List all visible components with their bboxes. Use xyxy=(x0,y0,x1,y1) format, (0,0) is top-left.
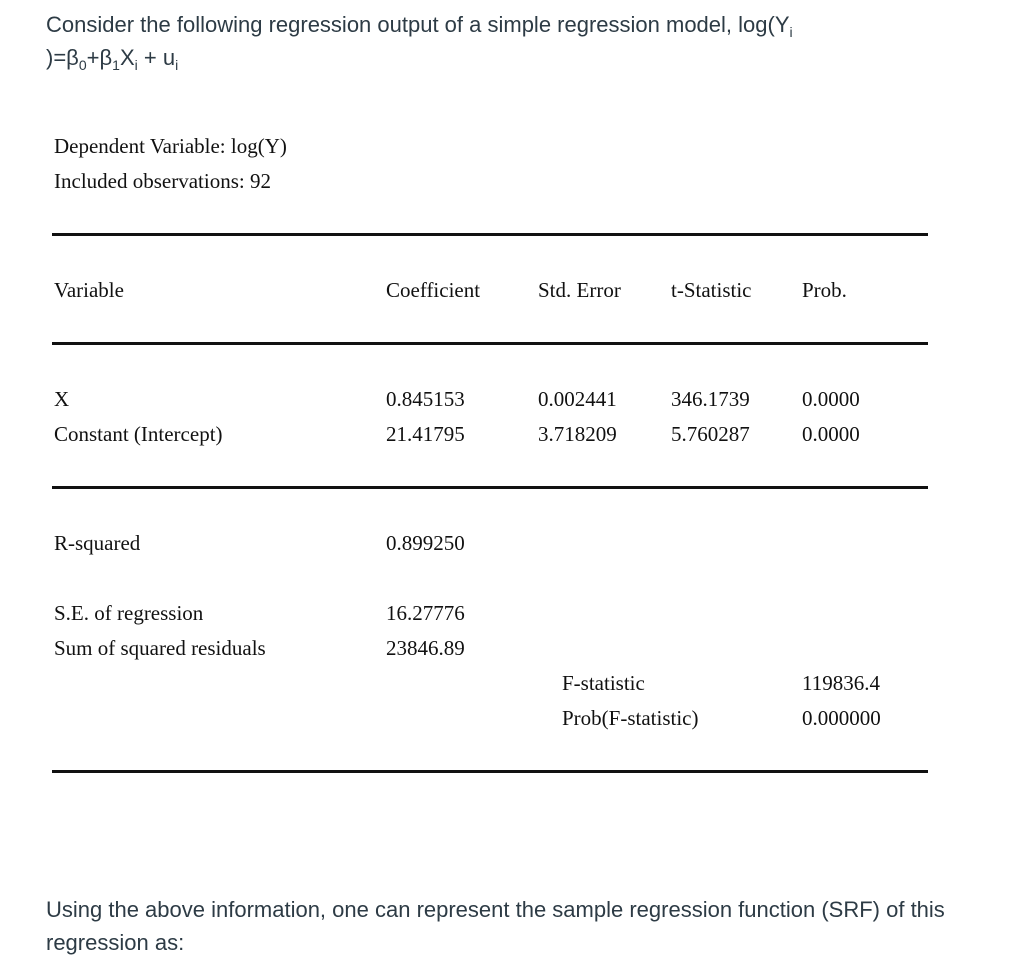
se-regression-value: 16.27776 xyxy=(386,601,465,625)
subscript-i: i xyxy=(789,24,793,40)
f-statistic-value: 119836.4 xyxy=(802,671,880,695)
ssr-label: Sum of squared residuals xyxy=(54,636,266,660)
row-coefficient: 21.41795 xyxy=(386,422,465,446)
prob-f-statistic-value: 0.000000 xyxy=(802,706,881,730)
ssr-value: 23846.89 xyxy=(386,636,465,660)
equation-close-beta: )=β xyxy=(46,45,79,70)
dependent-variable-label: Dependent Variable: log(Y) xyxy=(54,134,287,158)
header-bottom-rule xyxy=(52,342,928,345)
row-t-statistic: 5.760287 xyxy=(671,422,750,446)
row-variable: X xyxy=(54,387,70,411)
equation-plus-beta: +β xyxy=(86,45,113,70)
row-variable: Constant (Intercept) xyxy=(54,422,223,446)
subscript-i-x: i xyxy=(134,57,138,73)
observations-label: Included observations: 92 xyxy=(54,169,271,193)
subscript-i-u: i xyxy=(175,57,179,73)
column-header-coefficient: Coefficient xyxy=(386,278,481,302)
row-prob: 0.0000 xyxy=(802,387,860,411)
r-squared-value: 0.899250 xyxy=(386,531,465,555)
coefficients-bottom-rule xyxy=(52,486,928,489)
row-coefficient: 0.845153 xyxy=(386,387,465,411)
question-intro: Consider the following regression output of a simple regression model, log(Y xyxy=(46,12,790,37)
table-bottom-rule xyxy=(52,770,928,773)
follow-up-question: Using the above information, one can represent the sample regression function (SRF) of this regression as: xyxy=(46,897,945,955)
equation-x: X xyxy=(119,45,135,70)
r-squared-label: R-squared xyxy=(54,531,141,555)
row-t-statistic: 346.1739 xyxy=(671,387,750,411)
f-statistic-label: F-statistic xyxy=(562,671,645,695)
question-text xyxy=(46,8,976,74)
se-regression-label: S.E. of regression xyxy=(54,601,204,625)
row-prob: 0.0000 xyxy=(802,422,860,446)
column-header-prob: Prob. xyxy=(802,278,847,302)
column-header-std-error: Std. Error xyxy=(538,278,621,302)
subscript-1: 1 xyxy=(112,57,120,73)
equation-plus-u: + u xyxy=(137,45,176,70)
prob-f-statistic-label: Prob(F-statistic) xyxy=(562,706,699,730)
table-top-rule xyxy=(52,233,928,236)
subscript-0: 0 xyxy=(78,57,87,73)
column-header-variable: Variable xyxy=(54,278,124,302)
row-std-error: 3.718209 xyxy=(538,422,617,446)
column-header-t-statistic: t-Statistic xyxy=(671,278,752,302)
row-std-error: 0.002441 xyxy=(538,387,617,411)
